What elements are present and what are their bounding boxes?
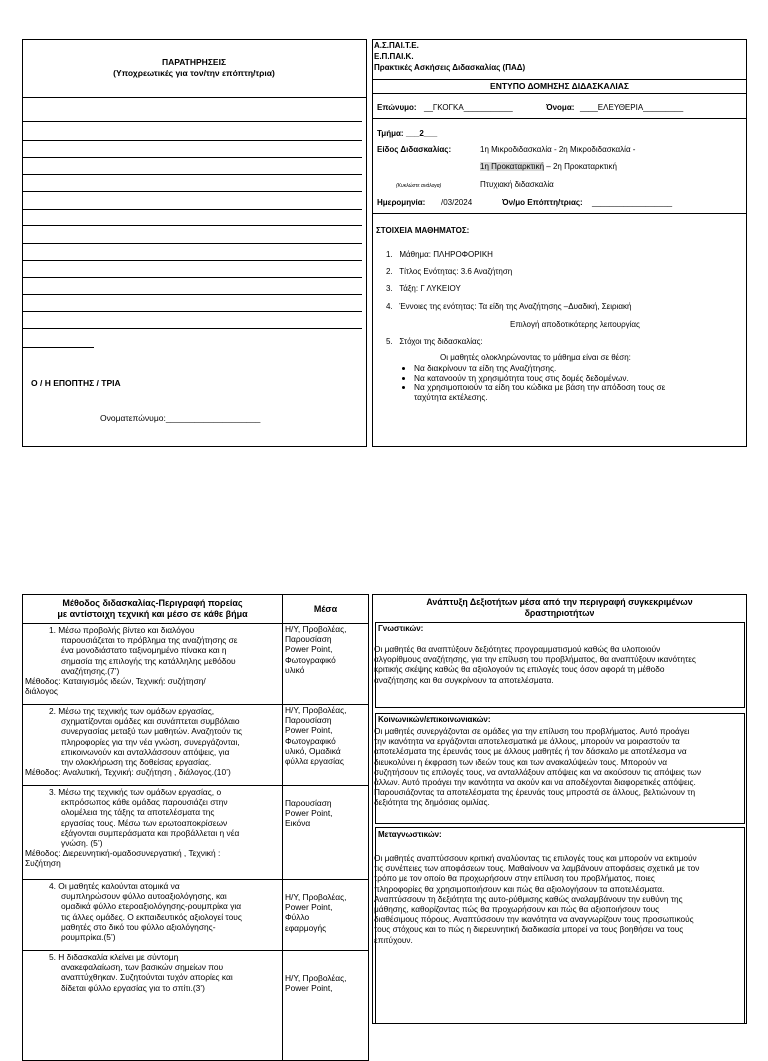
section-value[interactable]: ___2___ [406, 129, 438, 138]
supervisor-name-field[interactable]: Ονοματεπώνυμο:____________________ [100, 413, 261, 423]
lesson-item-4-cont: Επιλογή αποδοτικότερης λειτουργίας [510, 320, 640, 329]
org-line-2: Ε.Π.ΠΑΙ.Κ. [374, 52, 414, 61]
date-label: Ημερομηνία: [377, 198, 426, 207]
surname-value[interactable]: __ΓΚΟΓΚΑ___________ [424, 103, 513, 112]
media-cell: Η/Υ, Προβολέας, Power Point, Φύλλο εφαρμογής [283, 880, 369, 951]
org-line-1: Α.Σ.ΠΑΙ.Τ.Ε. [374, 41, 419, 50]
teaching-type-label: Είδος Διδασκαλίας: [377, 145, 452, 154]
teaching-type-line1: 1η Μικροδιδασκαλία - 2η Μικροδιδασκαλία - [480, 145, 636, 154]
goal-item: • Να διακρίνουν τα είδη της Αναζήτησης. [414, 364, 768, 374]
firstname-value[interactable]: ____ΕΛΕΥΘΕΡΙΑ_________ [580, 103, 684, 112]
org-line-3: Πρακτικές Ασκήσεις Διδασκαλίας (ΠΑΔ) [374, 63, 526, 72]
method-table [22, 594, 369, 1061]
table-row [23, 951, 369, 1061]
media-cell: Η/Υ, Προβολέας, Power Point, [283, 951, 369, 1061]
step-cell: 5. Η διδασκαλία κλείνει με σύντομη ανακεφαλαίωση, των βασικών σημείων που αναπτύχθηκαν. Συζητούνται τυχόν απορίες και δίδεται φύλλο εργασίας για το σπίτι.(3’) [23, 951, 283, 1061]
teaching-type-line2[interactable] [480, 162, 617, 171]
observations-subtitle: (Υποχρεωτικές για τον/την επόπτη/τρια) [113, 68, 275, 78]
lesson-item-5: 5. Στόχοι της διδασκαλίας: [386, 337, 483, 346]
goals-intro: Οι μαθητές ολοκληρώνοντας το μάθημα είναι σε θέση: [440, 353, 631, 362]
supervisor-field-value[interactable]: __________________ [592, 198, 673, 207]
skills-header-2: δραστηριοτήτων [524, 608, 595, 618]
cognitive-text: Οι μαθητές θα αναπτύξουν δεξιότητες προγραμματισμού καθώς θα υλοποιούν αλγορίθμους αναζήτησης, για την επίλυση του προβλήματος, θα αναπτύξουν ικανότητες κριτικής σκέψης καθώς θα αξιολογούν τις επιλογές τους όσον αφορά τη μέθοδο αναζήτησης και θα συγκρίνουν τα αποτελέσματα. [374, 644, 696, 685]
goal-item: • Να κατανοούν τη χρησιμότητα τους στις δομές δεδομένων. [414, 374, 768, 384]
step-cell: 2. Μέσω της τεχνικής των ομάδων εργασίας, σχηματίζονται ομάδες και συνάπτεται συμβόλαιο συνεργασίας μεταξύ των μαθητών. Αναζητούν τις πληροφορίες για την νέα γνώση, συνεργάζονται, επικοινωνούν και ανταλλάσσουν απόψεις, για την ολοκλήρωση της δοθείσας εργασίας. Μέθοδος: Αναλυτική, Τεχνική: συζήτηση , διάλογος.(10’) [23, 705, 283, 786]
media-cell: Παρουσίαση Power Point, Εικόνα [283, 786, 369, 880]
table-row [23, 786, 369, 880]
lesson-item-3: 3. Τάξη: Γ ΛΥΚΕΙΟΥ [386, 284, 461, 293]
skills-header-1: Ανάπτυξη Δεξιοτήτων μέσα από την περιγραφή συγκεκριμένων [426, 597, 693, 607]
cognitive-title: Γνωστικών: [378, 624, 424, 633]
circle-note: (Κυκλώστε ανάλογα) [396, 183, 442, 189]
media-cell: Η/Υ, Προβολέας, Παρουσίαση Power Point, Φωτογραφικό υλικό, Ομαδικά φύλλα εργασίας [283, 705, 369, 786]
lesson-item-2: 2. Τίτλος Ενότητας: 3.6 Αναζήτηση [386, 267, 513, 276]
goals-list [376, 364, 768, 402]
social-text: Οι μαθητές συνεργάζονται σε ομάδες για την επίλυση του προβλήματος. Αυτό προάγει την ικανότητα να εργάζονται αποτελεσματικά με άλλους, μπορούν να μοιραστούν τα αποτελέσματα της έρευνάς τους με άλλους μαθητές ή τον δάσκαλο με αποτέλεσμα να διευκολύνει η έκφραση των ιδεών τους και των ανακαλύψεών τους. Μπορούν να συζητήσουν τις επιλογές τους, να ανταλλάξουν απόψεις και να ακούσουν τις απόψεις των άλλων. Αυτό προάγει την ικανότητα να ακούν και να αποδέχονται διαφορετικές απόψεις. Παρουσιάζοντας τα αποτελέσματα της έρευνάς τους μπροστά σε άλλους, βελτιώνουν τη δεξιότητα της δημόσιας ομιλίας. [374, 726, 701, 808]
table-row [23, 705, 369, 786]
method-header: Μέθοδος διδασκαλίας-Περιγραφή πορείας με αντίστοιχη τεχνική και μέσο σε κάθε βήμα [23, 595, 283, 624]
social-title: Κοινωνικών/επικοινωνιακών: [378, 715, 491, 724]
form-title: ΕΝΤΥΠΟ ΔΟΜΗΣΗΣ ΔΙΔΑΣΚΑΛΙΑΣ [490, 81, 629, 91]
table-row [23, 624, 369, 705]
table-row [23, 880, 369, 951]
lesson-heading: ΣΤΟΙΧΕΙΑ ΜΑΘΗΜΑΤΟΣ: [376, 226, 470, 235]
lesson-item-1: 1. Μάθημα: ΠΛΗΡΟΦΟΡΙΚΗ [386, 250, 493, 259]
supervisor-field-label: Όν/μο Επόπτη/τριας: [502, 198, 583, 207]
teaching-type-line3: Πτυχιακή διδασκαλία [480, 180, 554, 189]
firstname-label: Όνομα: [546, 103, 575, 112]
teaching-type-selected: 1η Προκαταρκτική [480, 162, 545, 171]
metacognitive-text: Οι μαθητές αναπτύσσουν κριτική αναλύοντας τις επιλογές τους και μπορούν να εκτιμούν τις συνέπειες των αποφάσεων τους. Μαθαίνουν να λαμβάνουν αποφάσεις σχετικά με τον τρόπο με τον οποίο θα προχωρήσουν στην επίλυση του προβλήματος, ποιες πληροφορίες θα χρησιμοποιήσουν και πώς θα αξιολογήσουν τα αποτελέσματα. Αναπτύσσουν τη δεξιότητα της αυτο-ρύθμισης καθώς αναλαμβάνουν την ευθύνη της μάθησης, καθορίζοντας πώς θα προχωρήσουν και πώς θα αξιοποιήσουν τους διαθέσιμους πόρους. Αναπτύσσουν την ικανότητα να αναγνωρίζουν τους προσωπικούς τους στόχους και το πώς η διερευνητική διαδικασία μπορεί να τους βοηθήσει να τους επιτύχουν. [374, 853, 700, 945]
media-header: Μέσα [283, 595, 369, 624]
step-cell: 3. Μέσω της τεχνικής των ομάδων εργασίας, ο εκπρόσωπος κάθε ομάδας παρουσιάζει στην ολομέλεια της τάξης τα αποτελέσματα της εργασίας τους. Μέσω των ερωτοαποκρίσεων εξάγονται συμπεράσματα και προβάλλεται η νέα γνώση. (5’) Μέθοδος: Διερευνητική-ομαδοσυνεργατική , Τεχνική : Συζήτηση [23, 786, 283, 880]
goal-item: • Να χρησιμοποιούν τα είδη του κώδικα με βάση την απόδοση τους σε ταχύτητα εκτέλεσης. [414, 383, 768, 402]
media-cell: Η/Υ, Προβολέας, Παρουσίαση Power Point, Φωτογραφικό υλικό [283, 624, 369, 705]
teaching-type-option: – 2η Προκαταρκτική [544, 162, 617, 171]
supervisor-heading: Ο / Η ΕΠΟΠΤΗΣ / ΤΡΙΑ [31, 378, 121, 388]
surname-label: Επώνυμο: [377, 103, 417, 112]
observations-title: ΠΑΡΑΤΗΡΗΣΕΙΣ [161, 57, 227, 67]
step-cell: 4. Οι μαθητές καλούνται ατομικά να συμπληρώσουν φύλλο αυτοαξιολόγησης, και ομαδικά φύλλο ετεροαξιολόγησης-ρουμπρίκα για τις άλλες ομάδες. Ο εκπαιδευτικός αξιολογεί τους μαθητές στο δικό του φύλλο αξιολόγησης- ρουμπρίκα.(5’) [23, 880, 283, 951]
lesson-item-4: 4. Έννοιες της ενότητας: Τα είδη της Αναζήτησης –Δυαδική, Σειριακή [386, 302, 632, 311]
date-value[interactable]: /03/2024 [441, 198, 473, 207]
section-label: Τμήμα: [377, 129, 404, 138]
step-cell: 1. Μέσω προβολής βίντεο και διαλόγου παρουσιάζεται το πρόβλημα της αναζήτησης σε ένα μονοδιάστατο ταξινομημένο πίνακα και η σημασία της επιλογής της κατάλληλης μεθόδου αναζήτησης.(7’) Μέθοδος: Καταιγισμός ιδεών, Τεχνική: συζήτηση/ διάλογος [23, 624, 283, 705]
metacognitive-title: Μεταγνωστικών: [378, 830, 442, 839]
